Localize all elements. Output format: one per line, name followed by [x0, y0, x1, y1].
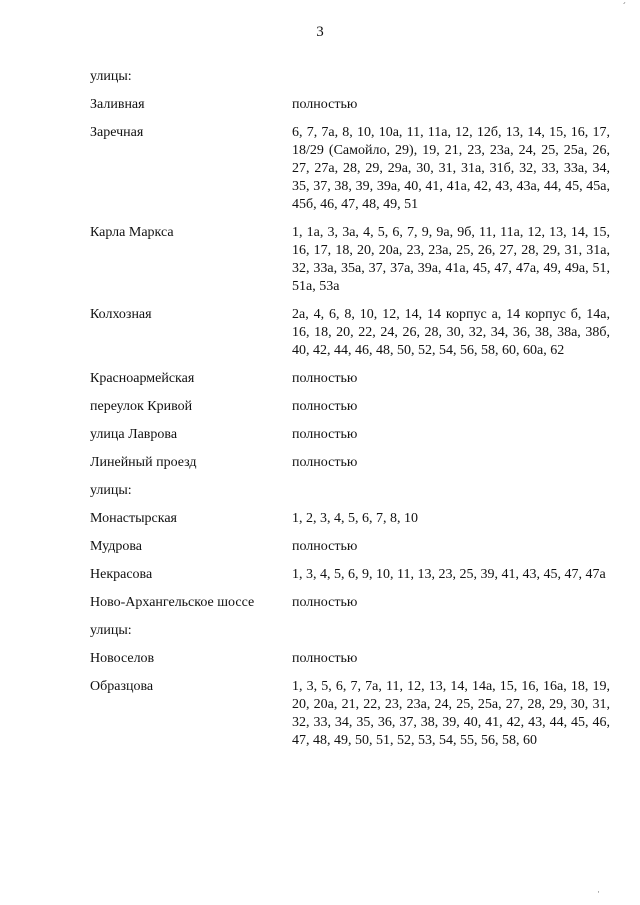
scan-bottom-mark: · — [597, 887, 600, 897]
street-name: улицы: — [90, 483, 132, 498]
street-name: улицы: — [90, 69, 132, 84]
street-name: улицы: — [90, 623, 132, 638]
house-numbers: полностью — [292, 97, 358, 112]
street-row — [90, 398, 610, 416]
house-numbers: полностью — [292, 539, 358, 554]
street-name: Колхозная — [90, 307, 152, 322]
street-row — [90, 454, 610, 472]
street-row — [90, 124, 610, 214]
street-name: Мудрова — [90, 539, 142, 554]
street-row — [90, 650, 610, 668]
street-name: Карла Маркса — [90, 225, 174, 240]
page-number: 3 — [316, 24, 324, 40]
street-name: Образцова — [90, 679, 154, 694]
street-row — [90, 538, 610, 556]
street-row — [90, 68, 610, 86]
street-row — [90, 566, 610, 584]
street-row — [90, 370, 610, 388]
street-name: Некрасова — [90, 567, 153, 582]
street-name: улица Лаврова — [90, 427, 178, 442]
street-name: Ново-Архангельское шоссе — [90, 595, 255, 610]
house-numbers: полностью — [292, 455, 358, 470]
street-name: Красноармейская — [90, 371, 195, 386]
street-row — [90, 510, 610, 528]
street-row — [90, 426, 610, 444]
scan-corner-mark: ´ — [622, 2, 626, 13]
street-name: Монастырская — [90, 511, 178, 526]
house-numbers: 2а, 4, 6, 8, 10, 12, 14, 14 корпус а, 14 корпус б, 14а, 16, 18, 20, 22, 24, 26, 28, 30, 32, 34, 36, 38, 38а, 38б, 40, 42, 44, 46, 48, 50, 52, 54, 56, 58, 60, 60а, 62 — [292, 307, 610, 358]
house-numbers: полностью — [292, 651, 358, 666]
street-row — [90, 678, 610, 750]
house-numbers: полностью — [292, 399, 358, 414]
house-numbers — [292, 68, 610, 86]
street-row — [90, 482, 610, 500]
house-numbers — [292, 622, 610, 640]
house-numbers — [292, 482, 610, 500]
house-numbers: полностью — [292, 595, 358, 610]
street-row — [90, 224, 610, 296]
street-name: Линейный проезд — [90, 455, 197, 470]
house-numbers: полностью — [292, 371, 358, 386]
street-name: переулок Кривой — [90, 399, 193, 414]
street-name: Заливная — [90, 97, 145, 112]
street-row — [90, 622, 610, 640]
street-name: Новоселов — [90, 651, 155, 666]
street-row — [90, 594, 610, 612]
street-name: Заречная — [90, 125, 144, 140]
house-numbers: 1, 3, 4, 5, 6, 9, 10, 11, 13, 23, 25, 39, 41, 43, 45, 47, 47а — [292, 567, 606, 582]
house-numbers: 1, 3, 5, 6, 7, 7а, 11, 12, 13, 14, 14а, 15, 16, 16а, 18, 19, 20, 20а, 21, 22, 23, 23а, 24, 25, 25а, 27, 28, 29, 30, 31, 32, 33, 34, 35, 36, 37, 38, 39, 40, 41, 42, 43, 44, 45, 46, 47, 48, 49, 50, 51, 52, 53, 54, 55, 56, 58, 60 — [292, 679, 610, 748]
house-numbers: 6, 7, 7а, 8, 10, 10а, 11, 11а, 12, 12б, 13, 14, 15, 16, 17, 18/29 (Самойло, 29), 19, 21, 23, 23а, 24, 25, 25а, 26, 27, 27а, 28, 29, 29а, 30, 31, 31а, 31б, 32, 33, 33а, 34, 35, 37, 38, 39, 39а, 40, 41, 41а, 42, 43, 43а, 44, 45, 45а, 45б, 46, 47, 48, 49, 51 — [292, 125, 610, 212]
street-row — [90, 306, 610, 360]
street-row — [90, 96, 610, 114]
house-numbers: 1, 2, 3, 4, 5, 6, 7, 8, 10 — [292, 511, 418, 526]
house-numbers: 1, 1а, 3, 3а, 4, 5, 6, 7, 9, 9а, 9б, 11, 11а, 12, 13, 14, 15, 16, 17, 18, 20, 20а, 23, 23а, 25, 26, 27, 28, 29, 31, 31а, 32, 33а, 35а, 37, 37а, 39а, 41а, 45, 47, 47а, 49, 49а, 51, 51а, 53а — [292, 225, 610, 294]
street-list — [90, 68, 610, 760]
house-numbers: полностью — [292, 427, 358, 442]
